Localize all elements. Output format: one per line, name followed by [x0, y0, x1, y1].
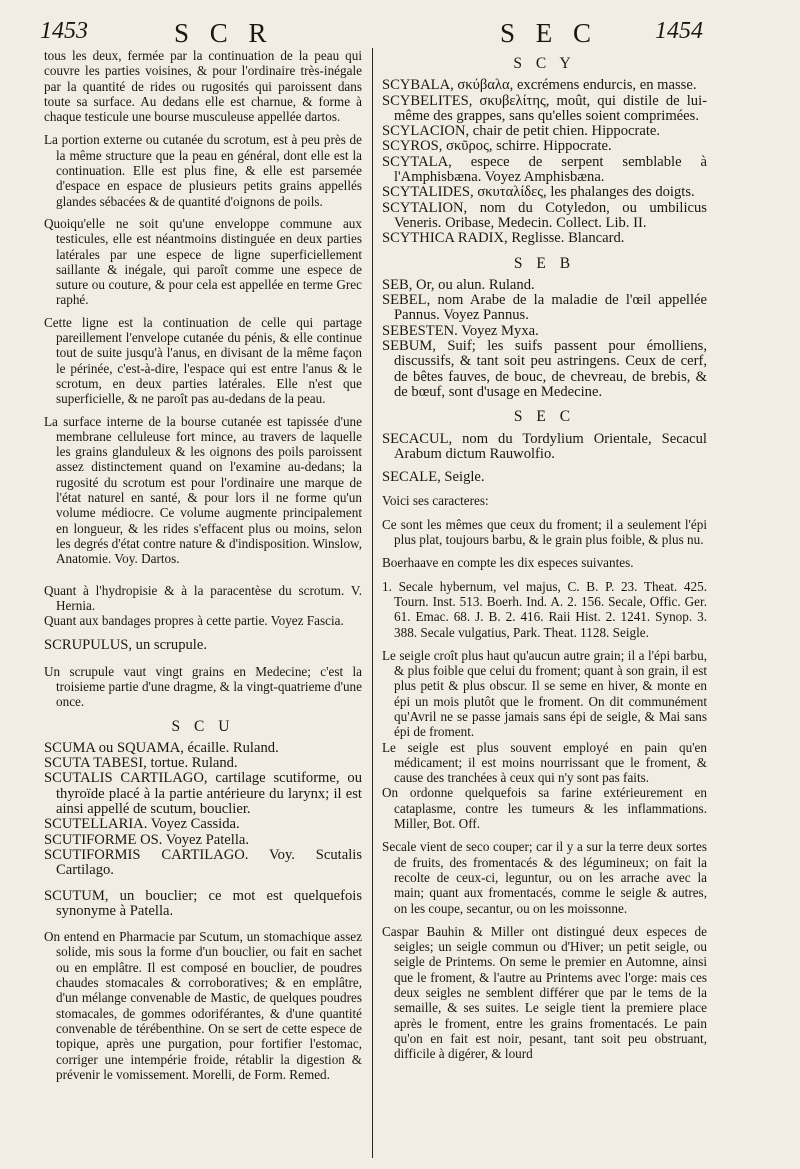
section-heading-scy: S C Y — [513, 55, 576, 72]
paragraph: Secale vient de seco couper; car il y a sur la terre deux sortes de fruits, des fromentacés & des légumineux; on fait la recolte de ceux-ci, leguntur, ou on les arrache avec la main; quant aux fromentacés, comme le seigle & autres, on les coupe, secantur, ou on les moissonne. — [382, 839, 707, 916]
entry: SCYLACION, chair de petit chien. Hippocrate. — [382, 123, 661, 140]
entry: SCYBELITES, σκυβελίτης, moût, qui distile de lui-même des grappes, sans qu'elles soient comprimées. — [382, 92, 707, 124]
entry: SCYTHICA RADIX, Reglisse. Blancard. — [382, 230, 625, 247]
paragraph: Quant à l'hydropisie & à la paracentèse du scrotum. V. Hernia. — [44, 582, 362, 613]
entry: SEB, Or, ou alun. Ruland. — [382, 276, 535, 293]
left-column — [44, 48, 362, 1082]
entry: SCUTIFORMIS CARTILAGO. Voy. Scutalis Cartilago. — [44, 846, 362, 879]
column-rule — [372, 48, 373, 1158]
paragraph: Voici ses caracteres: — [382, 493, 489, 509]
entry: SCYROS, σκῦρος, schirre. Hippocrate. — [382, 138, 612, 155]
entry: SCUTA TABESI, tortue. Ruland. — [44, 755, 238, 772]
entry: SCUTIFORME OS. Voyez Patella. — [44, 831, 249, 848]
entry: SCUTALIS CARTILAGO, cartilage scutiforme, ou thyroïde placé à la partie antérieure du larynx; il est ainsi appellé de scutum, bouclier. — [44, 770, 362, 818]
paragraph: Un scrupule vaut vingt grains en Medecine; c'est la troisieme partie d'une dragme, & la vingt-quatrieme d'une once. — [44, 663, 362, 710]
paragraph: On entend en Pharmacie par Scutum, un stomachique assez solide, mis sous la forme d'un bouclier, ou fait en sachet ou en emplâtre. Il est composé en bouclier, de poudres chaudes stomacales & corroboratives; & en emplâtre, d'un mélange convenable de Mastic, de quelques poudres stomacales, de gommes odoriférantes, & d'une quantité convenable de térébenthine. On se sert de cette espece de topique, après une purgation, pour fortifier l'estomac, corriger une intempérie froide, rétablir la digestion & prévenir le vomissement. Morelli, de Form. Remed. — [44, 929, 362, 1082]
paragraph: On ordonne quelquefois sa farine extérieurement en cataplasme, contre les tumeurs & les inflammations. Miller, Bot. Off. — [382, 785, 707, 832]
right-column — [382, 56, 707, 1062]
entry-scrupulus: SCRUPULUS, un scrupule. — [44, 637, 207, 654]
paragraph: Le seigle est plus souvent employé en pain qu'en médicament; il est moins nourrissant que le froment, & cause des tranchées à ceux qui n'y sont pas faits. — [382, 739, 707, 786]
page-number-left: 1453 — [40, 18, 88, 44]
paragraph: Cette ligne est la continuation de celle qui partage pareillement l'envelope cutanée du pénis, & elle continue tout de suite jusqu'à l'anus, en divisant de la même façon le périnée, c'est-à-dire, l'espace qui est entre l'anus & le scrotum, en deux parties latérales. Elle n'est que superficielle, & ne paroît pas au-dedans de la peau. — [44, 314, 362, 407]
paragraph: Quoiqu'elle ne soit qu'une enveloppe commune aux testicules, elle est néantmoins distinguée en deux parties latérales par une espece de ligne superficiellement saillante & inégale, qui paroît comme une espece de suture ou couture, & pour cela est appellée en terme Grec raphé. — [44, 215, 362, 308]
entry: SEBUM, Suif; les suifs passent pour émolliens, discussifs, & tant soit peu astringens. Ceux de cerf, de bêtes fauves, de bouc, de chevreau, de brebis, & de bœuf, sont d'usage en Medecine. — [382, 338, 707, 400]
entry: SCYTALION, nom du Cotyledon, ou umbilicus Veneris. Oribase, Medecin. Collect. Lib. II. — [382, 199, 707, 231]
entry: SCUMA ou SQUAMA, écaille. Ruland. — [44, 739, 279, 756]
entry: SECACUL, nom du Tordylium Orientale, Secacul Arabum dictum Rauwolfio. — [382, 430, 707, 462]
continued-paragraph: tous les deux, fermée par la continuation de la peau qui couvre les parties voisines, & pour l'ordinaire très-inégale par la quantité de rides ou rugosités qui paroissent dans toute sa surface. Au dedans elle est charnue, & forme à chaque testicule une bourse musculeuse appellée dartos. — [44, 48, 362, 125]
section-heading-scu: S C U — [171, 717, 235, 735]
entry: SEBESTEN. Voyez Myxa. — [382, 322, 539, 339]
paragraph: Caspar Bauhin & Miller ont distingué deux especes de seigles; un seigle commun ou d'Hiver; un petit seigle, ou seigle de Printems. On seme le premier en Automne, ainsi que le froment, & l'autre au Printems avec l'orge: mais ces deux seigles ne semblent différer que par le tems de la semaille, & ses suites. Le seigle tient la premiere place après le froment, entre les grains fromentacés. Le pain qu'on en fait est noir, pesant, tant soit peu obstruant, difficile à digérer, & lourd — [382, 923, 707, 1062]
paragraph: Le seigle croît plus haut qu'aucun autre grain; il a l'épi barbu, & plus foible que celui du froment; quant à son grain, il est plus petit & plus obscur. Il se seme en hiver, & monte en épi un mois plutôt que le froment. On dit communément qu'Avril ne se passe jamais sans épi de seigle, & Mai sans épi de froment. — [382, 647, 707, 740]
entry: SCYTALIDES, σκυταλίδες, les phalanges des doigts. — [382, 184, 695, 201]
paragraph: Quant aux bandages propres à cette partie. Voyez Fascia. — [44, 613, 344, 629]
entry: SEBEL, nom Arabe de la maladie de l'œil appellée Pannus. Voyez Pannus. — [382, 292, 707, 324]
page-number-right: 1454 — [655, 18, 703, 44]
paragraph: Ce sont les mêmes que ceux du froment; il a seulement l'épi plus plat, toujours barbu, & le grain plus foible, & plus nu. — [382, 516, 707, 548]
entry-scutum: SCUTUM, un bouclier; ce mot est quelquefois synonyme à Patella. — [44, 887, 362, 919]
paragraph: La surface interne de la bourse cutanée est tapissée d'une membrane celluleuse fort mince, au travers de laquelle les grains glanduleux & les oignons des poils paroissent assez distinctement quand on l'examine au-dedans; la rugosité du scrotum est pour l'ordinaire une marque de l'état naturel en santé, & pour lors il ne forme qu'un volume médiocre. Ce volume augmente principalement en longueur, & les rides s'effacent plus ou moins, selon les degrés d'état contre nature & d'indisposition. Winslow, Anatomie. Voy. Dartos. — [44, 413, 363, 567]
entry: SCUTELLARIA. Voyez Cassida. — [44, 816, 240, 833]
running-head-left: S C R — [174, 18, 274, 48]
entry: SCYBALA, σκύβαλα, excrémens endurcis, en masse. — [382, 77, 697, 94]
running-head-right: S E C — [500, 18, 599, 48]
section-heading-sec: S E C — [513, 408, 576, 426]
entry: SECALE, Seigle. — [382, 469, 485, 486]
species-list-item: 1. Secale hybernum, vel majus, C. B. P. 23. Theat. 425. Tourn. Inst. 513. Boerh. Ind. A. 2. 156. Secale, Offic. Ger. 61. Emac. 68. J. B. 2. 416. Raii Hist. 2. 1241. Synop. 3. 388. Secale vulgatius, Park. Theat. 1128. Seigle. — [382, 578, 707, 640]
section-heading-seb: S E B — [513, 254, 576, 272]
paragraph: Boerhaave en compte les dix especes suivantes. — [382, 555, 634, 571]
entry: SCYTALA, espece de serpent semblable à l'Amphisbæna. Voyez Amphisbæna. — [382, 153, 707, 186]
paragraph: La portion externe ou cutanée du scrotum, est à peu près de la même structure que la peau en général, dont elle est la continuation. Elle est plus fine, & elle est parsemée d'espace en espace de plusieurs petits grains appellés glandes sébacées & de quantité d'oignons de poils. — [44, 132, 362, 209]
